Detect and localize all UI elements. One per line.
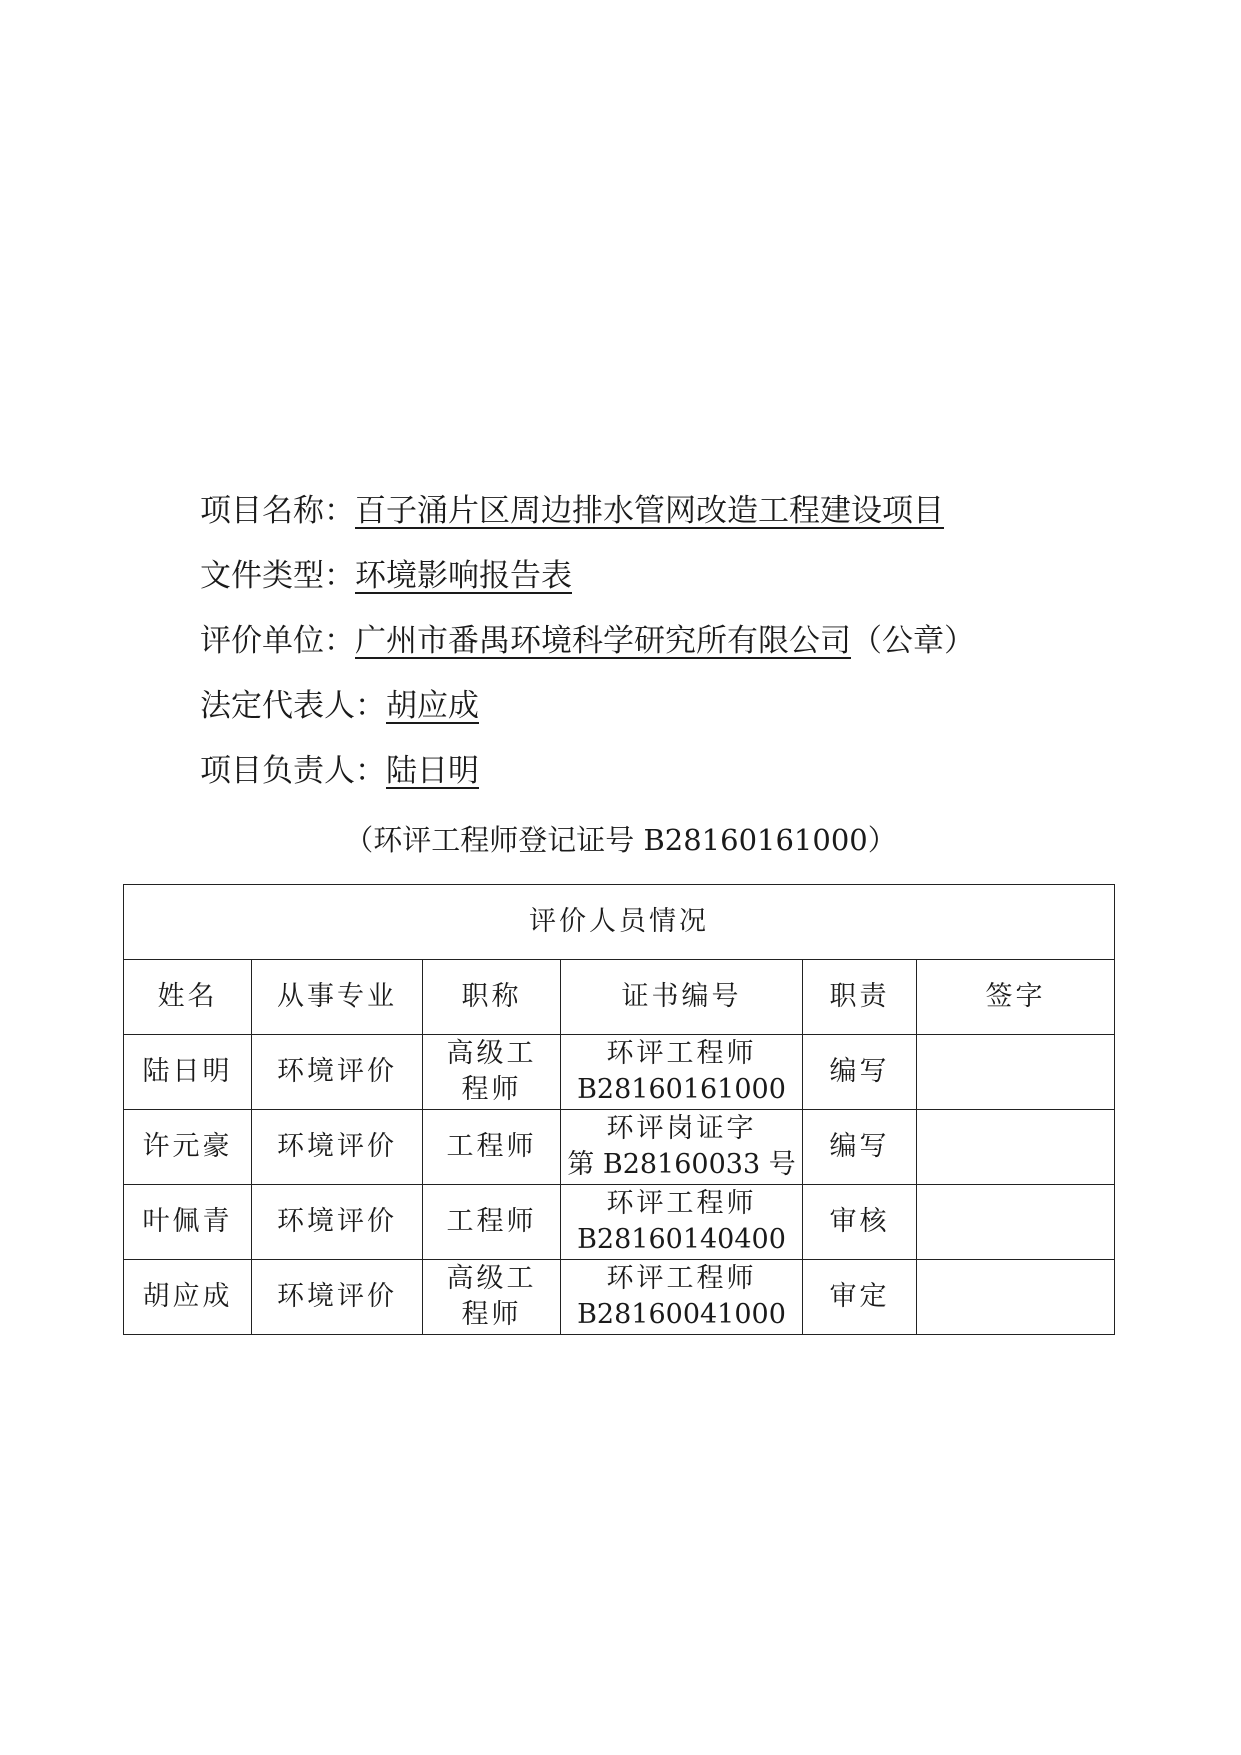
project-name-value: 百子涌片区周边排水管网改造工程建设项目 xyxy=(355,493,944,529)
header-major: 从事专业 xyxy=(252,960,423,1035)
staff-duty: 审核 xyxy=(803,1185,917,1260)
eval-unit-value: 广州市番禺环境科学研究所有限公司 xyxy=(355,623,851,659)
table-row xyxy=(124,1260,1115,1335)
staff-cert-line1: 环评工程师 xyxy=(606,1038,757,1069)
header-cert: 证书编号 xyxy=(561,960,803,1035)
project-lead-label: 项目负责人： xyxy=(200,753,386,789)
staff-cert xyxy=(561,1185,803,1260)
staff-signature[interactable] xyxy=(917,1185,1115,1260)
eval-unit-suffix: （公章） xyxy=(851,623,975,659)
project-lead-value: 陆日明 xyxy=(386,753,479,789)
staff-major: 环境评价 xyxy=(252,1185,423,1260)
staff-cert-line1: 环评岗证字 xyxy=(606,1113,757,1144)
staff-title xyxy=(423,1185,561,1260)
doc-type-value: 环境影响报告表 xyxy=(355,558,572,594)
project-info-block xyxy=(200,483,1100,808)
staff-name: 陆日明 xyxy=(124,1035,252,1110)
staff-title-line2: 程师 xyxy=(461,1299,522,1330)
table-row xyxy=(124,1185,1115,1260)
staff-signature[interactable] xyxy=(917,1110,1115,1185)
staff-cert xyxy=(561,1110,803,1185)
eval-unit-line xyxy=(200,613,1100,678)
staff-cert-line1: 环评工程师 xyxy=(606,1188,757,1219)
table-title: 评价人员情况 xyxy=(124,885,1115,960)
staff-title-line1: 工程师 xyxy=(446,1206,537,1237)
table-row xyxy=(124,1035,1115,1110)
doc-type-line xyxy=(200,548,1100,613)
staff-cert-line1: 环评工程师 xyxy=(606,1263,757,1294)
staff-major: 环境评价 xyxy=(252,1110,423,1185)
staff-name: 叶佩青 xyxy=(124,1185,252,1260)
legal-rep-line xyxy=(200,678,1100,743)
staff-cert-line2: B28160161000 xyxy=(577,1074,786,1105)
header-duty: 职责 xyxy=(803,960,917,1035)
doc-type-label: 文件类型： xyxy=(200,558,355,594)
staff-duty: 编写 xyxy=(803,1110,917,1185)
legal-rep-label: 法定代表人： xyxy=(200,688,386,724)
staff-major: 环境评价 xyxy=(252,1035,423,1110)
staff-title-line1: 高级工 xyxy=(446,1038,537,1069)
staff-duty: 编写 xyxy=(803,1035,917,1110)
staff-title xyxy=(423,1260,561,1335)
staff-cert xyxy=(561,1260,803,1335)
lead-cert-number: （环评工程师登记证号 B28160161000） xyxy=(344,823,897,857)
header-signature: 签字 xyxy=(917,960,1115,1035)
staff-title xyxy=(423,1035,561,1110)
header-name: 姓名 xyxy=(124,960,252,1035)
project-name-label: 项目名称： xyxy=(200,493,355,529)
staff-signature[interactable] xyxy=(917,1260,1115,1335)
staff-table xyxy=(123,884,1115,1335)
eval-unit-label: 评价单位： xyxy=(200,623,355,659)
staff-duty: 审定 xyxy=(803,1260,917,1335)
staff-signature[interactable] xyxy=(917,1035,1115,1110)
table-title-row xyxy=(124,885,1115,960)
staff-cert-line2: B28160041000 xyxy=(577,1299,786,1330)
table-row xyxy=(124,1110,1115,1185)
staff-title xyxy=(423,1110,561,1185)
legal-rep-value: 胡应成 xyxy=(386,688,479,724)
staff-cert-line2: B28160140400 xyxy=(577,1224,786,1255)
staff-title-line2: 程师 xyxy=(461,1074,522,1105)
staff-cert-line2: 第 B28160033 号 xyxy=(567,1149,796,1180)
header-title: 职称 xyxy=(423,960,561,1035)
staff-title-line1: 高级工 xyxy=(446,1263,537,1294)
table-header-row xyxy=(124,960,1115,1035)
staff-major: 环境评价 xyxy=(252,1260,423,1335)
staff-name: 胡应成 xyxy=(124,1260,252,1335)
staff-cert xyxy=(561,1035,803,1110)
project-lead-line xyxy=(200,743,1100,808)
project-name-line xyxy=(200,483,1100,548)
staff-title-line1: 工程师 xyxy=(446,1131,537,1162)
staff-name: 许元豪 xyxy=(124,1110,252,1185)
